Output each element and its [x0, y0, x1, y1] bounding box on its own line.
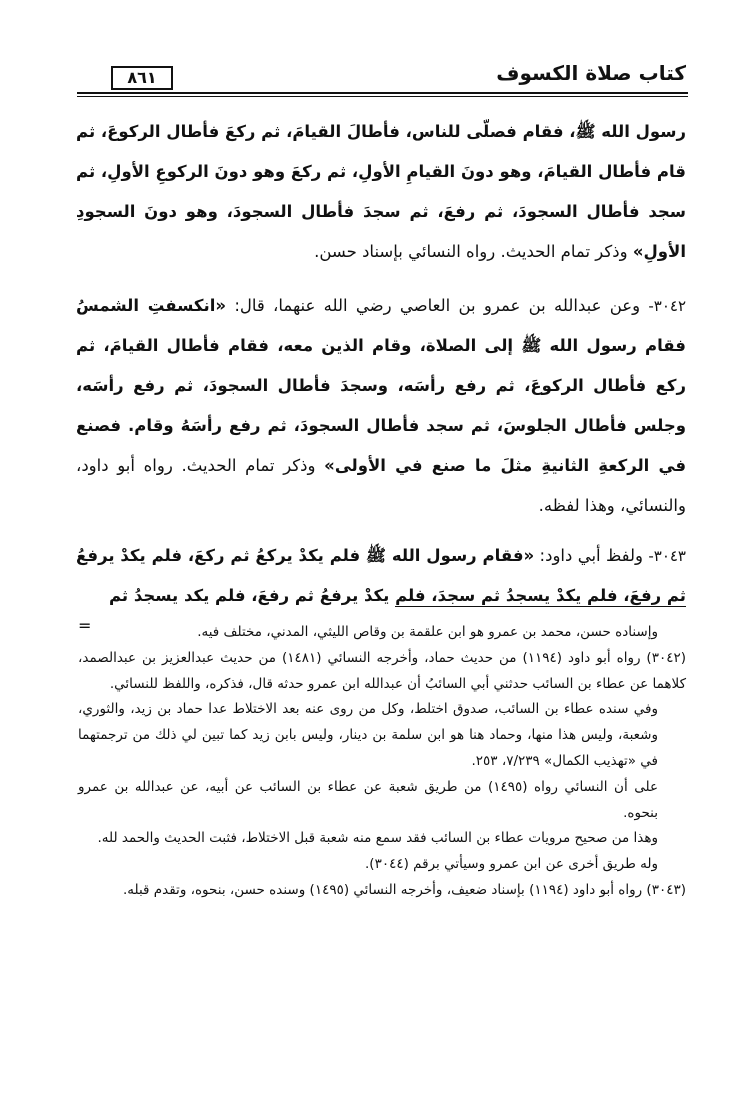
paragraph-tail: وذكر تمام الحديث. رواه أبو داود، والنسائي، وهذا لفظه.: [76, 456, 686, 515]
footnote-line: وله طريق أخرى عن ابن عمرو وسيأتي برقم (٣٠٤٤).: [365, 856, 658, 873]
main-text: [76, 112, 686, 616]
footnote-continuation-mark: =: [78, 616, 92, 635]
footnote-separator: [395, 606, 686, 607]
footnote-3042: (٣٠٤٢) رواه أبو داود (١١٩٤) من حديث حماد، وأخرجه النسائي (١٤٨١) من حديث عبدالعزيز بن عبدالصمد، كلاهما عن عطاء بن السائب حدثني أبي السائبُ أن عبدالله ابن عمرو حدثه قال، فذكره، واللفظ للنسائي.: [78, 649, 686, 692]
hadith-quote: «فقام رسول الله ﷺ فلم يكدْ يركعُ ثم ركعَ، فلم يكدْ يرفعُ ثم رفعَ، فلم يكدْ يسجدُ ثم سجدَ، فلم يكدْ يرفعُ ثم رفعَ، فلم يكد يسجدُ ثم: [76, 546, 686, 605]
footnote-3043: (٣٠٤٣) رواه أبو داود (١١٩٤) بإسناد ضعيف، وأخرجه النسائي (١٤٩٥) وسنده حسن، بنحوه، وتقدم قبله.: [122, 881, 686, 898]
footnotes: [78, 620, 686, 904]
footnote-line: وفي سنده عطاء بن السائب، صدوق اختلط، وكل من روى عنه بعد الاختلاط عدا حماد بن زيد، والثوري، وشعبة، وليس هذا منها، وحماد هنا هو ابن سلمة بن دينار، وليس بابن زيد كما تبين لي ذلك من ترجمتهما في «تهذيب الكمال» ٧/٢٣٩، ٢٥٣.: [78, 701, 658, 769]
hadith-quote: رسول الله ﷺ، فقام فصلّى للناس، فأطالَ القيامَ، ثم ركعَ فأطال الركوعَ، ثم قام فأطال القيامَ، وهو دونَ القيامِ الأولِ، ثم ركعَ وهو دونَ الركوعِ الأولِ، ثم سجد فأطال السجودَ، ثم رفعَ، ثم سجدَ فأطال السجودَ، وهو دونَ السجودِ الأولِ»: [76, 122, 686, 261]
hadith-number: ٣٠٤٢-: [648, 297, 687, 315]
hadith-quote: «انكسفتِ الشمسُ فقام رسول الله ﷺ إلى الصلاة، وقام الذين معه، فقام فأطال القيامَ، ثم ركع فأطال الركوعَ، ثم رفع رأسَه، وسجدَ فأطال السجودَ، ثم رفع رأسَه، وجلس فأطال الجلوسَ، ثم سجد فأطال السجودَ، ثم رفع رأسَهُ وقام. فصنع في الركعةِ الثانيةِ مثلَ ما صنع في الأولى»: [76, 296, 686, 475]
footnote-line: على أن النسائي رواه (١٤٩٥) من طريق شعبة عن عطاء بن السائب عن أبيه، عن عبدالله بن عمرو بنحوه.: [78, 778, 659, 821]
hadith-intro: وعن عبدالله بن عمرو بن العاصي رضي الله عنهما، قال:: [234, 296, 641, 315]
paragraph-1: [76, 112, 686, 272]
paragraph-tail: وذكر تمام الحديث. رواه النسائي بإسناد حسن.: [314, 242, 628, 261]
header-rule-thin: [77, 96, 688, 97]
chapter-title: كتاب صلاة الكسوف: [496, 61, 686, 85]
paragraph-2: [76, 286, 686, 526]
hadith-number: ٣٠٤٣-: [648, 547, 686, 565]
page-number: ٨٦١: [111, 66, 173, 90]
footnote-line: وإسناده حسن، محمد بن عمرو هو ابن علقمة بن وقاص الليثي، المدني، مختلف فيه.: [197, 624, 658, 640]
footnote-line: وهذا من صحيح مرويات عطاء بن السائب فقد سمع منه شعبة قبل الاختلاط، فثبت الحديث والحمد لله.: [97, 830, 658, 847]
hadith-intro: ولفظ أبي داود:: [539, 546, 643, 565]
header-rule: [77, 92, 688, 94]
paragraph-3: [76, 536, 686, 616]
